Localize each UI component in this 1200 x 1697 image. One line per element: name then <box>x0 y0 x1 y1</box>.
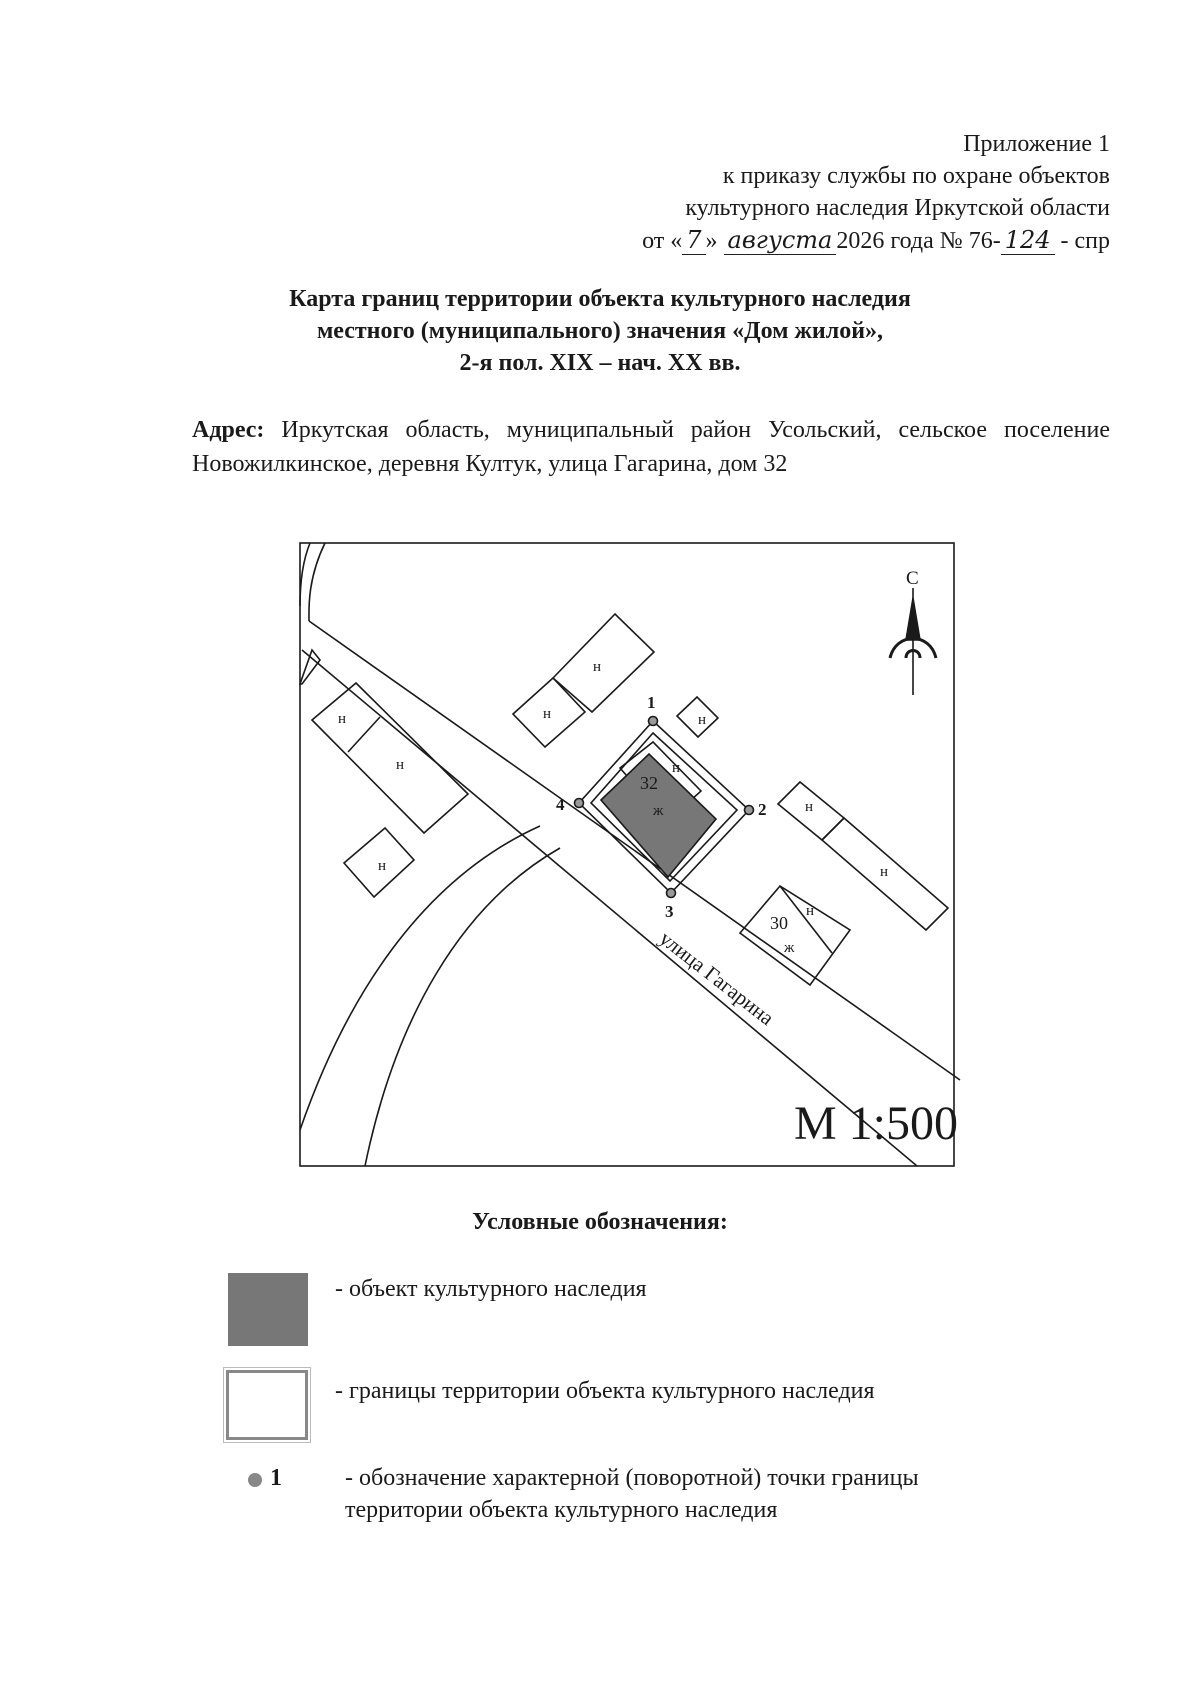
north-arrow-icon <box>890 588 936 695</box>
legend-territory-boundary-swatch <box>226 1370 308 1440</box>
order-month: августа <box>724 226 837 255</box>
building-label: н <box>338 711 347 727</box>
building-non-heritage <box>300 650 320 684</box>
legend-heritage-object-swatch <box>228 1273 308 1346</box>
street-label: улица Гагарина <box>654 926 779 1031</box>
building-label: н <box>880 864 889 880</box>
title-line-2: местного (муниципального) значения «Дом жилой», <box>316 318 884 344</box>
point-label-4: 4 <box>556 795 565 814</box>
street-edge-lower <box>302 650 917 1166</box>
order-mid: » <box>705 228 724 254</box>
north-label: С <box>906 568 919 589</box>
legend-territory-boundary-text: - границы территории объекта культурного наследия <box>335 1378 875 1404</box>
building-label: н <box>806 903 815 919</box>
object-number: 32 <box>640 773 658 793</box>
building-non-heritage <box>312 683 468 833</box>
street-edge-west-inner <box>300 543 310 606</box>
appendix-title: Приложение 1 <box>963 131 1110 157</box>
building-non-heritage <box>553 614 654 712</box>
legend-turning-point-icon <box>248 1473 262 1487</box>
building-label: н <box>672 760 681 776</box>
object-label-residential: ж <box>653 803 664 819</box>
building-label: н <box>805 799 814 815</box>
map-frame <box>300 543 954 1166</box>
building-neighbor-30 <box>740 886 850 985</box>
street-edge-west <box>309 543 325 621</box>
building-partition <box>348 717 380 752</box>
order-suffix: - спр <box>1054 228 1110 254</box>
building-label: н <box>378 858 387 874</box>
legend-point-number: 1 <box>270 1465 282 1491</box>
scale-label: М 1:500 <box>794 1097 959 1150</box>
building-label-residential: ж <box>784 940 795 956</box>
address-text: Иркутская область, муниципальный район Усольский, сельское поселение Новожилкинское, деревня Култук, улица Гагарина, дом 32 <box>192 417 1110 477</box>
boundary-point-2 <box>745 806 754 815</box>
appendix-line-3: культурного наследия Иркутской области <box>685 195 1110 221</box>
neighbor-number: 30 <box>770 913 788 933</box>
order-number: 124 <box>1001 226 1055 255</box>
legend-turning-point-line-2: территории объекта культурного наследия <box>345 1497 778 1523</box>
legend-turning-point-line-1: - обозначение характерной (поворотной) точки границы <box>345 1465 919 1491</box>
order-prefix: от « <box>642 228 683 254</box>
legend-title: Условные обозначения: <box>472 1209 728 1235</box>
order-day: 7 <box>682 226 705 255</box>
address-label: Адрес: <box>192 417 265 443</box>
street-edge-upper <box>309 621 960 1080</box>
legend-heritage-object-text: - объект культурного наследия <box>335 1276 647 1302</box>
order-year: 2026 года № 76- <box>836 228 1001 254</box>
boundary-point-3 <box>667 889 676 898</box>
boundary-point-1 <box>649 717 658 726</box>
building-label: н <box>698 712 707 728</box>
curved-road-outer <box>300 826 540 1130</box>
point-label-2: 2 <box>758 800 767 819</box>
point-label-3: 3 <box>665 902 674 921</box>
title-line-1: Карта границ территории объекта культурного наследия <box>289 286 911 312</box>
legend-turning-point-text <box>345 1462 919 1526</box>
point-label-1: 1 <box>647 693 656 712</box>
curved-road-inner <box>365 848 560 1166</box>
building-label: н <box>593 659 602 675</box>
appendix-line-2: к приказу службы по охране объектов <box>722 163 1110 189</box>
title-line-3: 2-я пол. XIX – нач. XX вв. <box>459 350 741 376</box>
building-label: н <box>396 757 405 773</box>
map-content <box>300 543 960 1166</box>
building-label: н <box>543 706 552 722</box>
boundary-point-4 <box>575 799 584 808</box>
